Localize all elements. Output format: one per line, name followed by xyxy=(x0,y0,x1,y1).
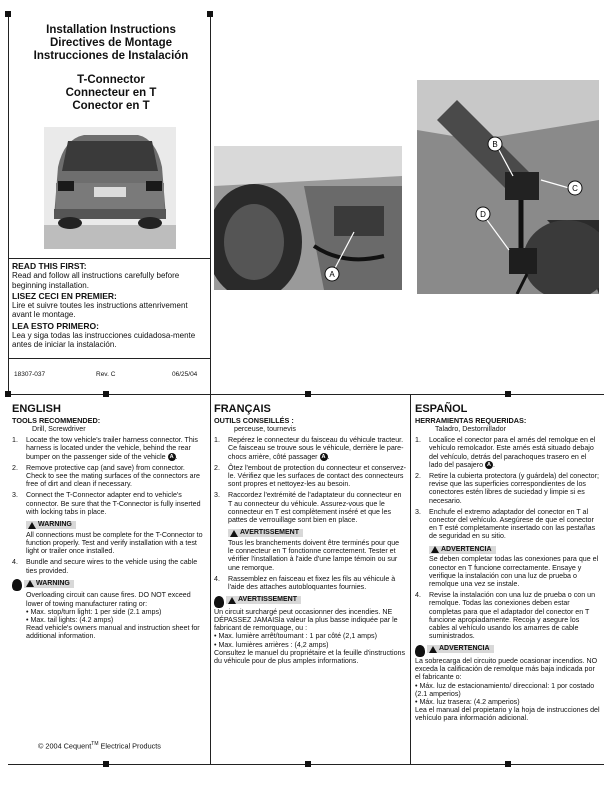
english-step-2: 2. Remove protective cap (and save) from connector. Check to see the mating surfaces of the connectors are free of dirt and clean if necessary. xyxy=(12,463,200,489)
spanish-step-4: 4. Revise la instalación con una luz de prueba o con un remolque. Todas las conexiones deben estar completas para que el adaptador del conector en T funcione apropiadamente. Recoja y asegure los cables al vehículo usando los amarres de cable suministrados. xyxy=(415,591,596,641)
french-warning-2-tail: Consultez le manuel du propriétaire et la feuille d'instructions du véhicule pour de plus amples informations. xyxy=(214,648,406,665)
read-first-text-es: Lea y siga todas las instrucciones cuidadosa-mente antes de iniciar la instalación. xyxy=(12,331,196,350)
underbody-photo xyxy=(214,146,402,290)
warning-triangle-icon xyxy=(228,597,236,604)
french-step-2: 2. Ôtez l'embout de protection du connecteur et conservez-le. Vérifiez que les surfaces de contact des connecteurs sont propres et nettoyez-les au besoin. xyxy=(214,463,407,489)
corner-mark xyxy=(505,761,511,767)
english-tools: Drill, Screwdriver xyxy=(32,425,86,433)
french-step-3: 3. Raccordez l'extrémité de l'adaptateur du connecteur en T au connecteur du véhicule. Assurez-vous que le connecteur en T est complètement inséré et que les pattes de verrouillage sont bien en place. xyxy=(214,491,402,525)
title-en: Installation Instructions xyxy=(46,24,176,36)
callout-a-icon: A xyxy=(485,461,493,469)
english-warning-2: Overloading circuit can cause fires. DO NOT exceed lower of towing manufacturer rating or: xyxy=(26,591,191,608)
corner-mark xyxy=(305,761,311,767)
left-border xyxy=(8,14,9,394)
french-step-1: 1. Repérez le connecteur du faisceau du véhicule tracteur. Ce faisceau se trouve sous le véhicule, derrière le pare-chocs arrière, côté passager A . xyxy=(214,436,404,461)
english-bullet-2: • Max. tail lights: (4.2 amps) xyxy=(26,615,114,624)
english-warning-2-tail: Read vehicle's owners manual and instruction sheet for additional information. xyxy=(26,624,200,641)
subtitle-es: Conector en T xyxy=(72,100,150,112)
corner-mark xyxy=(305,391,311,397)
subtitle-fr: Connecteur en T xyxy=(65,87,157,99)
english-warning-1-label: WARNING xyxy=(26,521,76,529)
col-divider-1 xyxy=(210,394,211,764)
english-step-4: 4. Bundle and secure wires to the vehicle using the cable ties provided. xyxy=(12,558,198,575)
corner-mark xyxy=(103,391,109,397)
corner-mark xyxy=(505,391,511,397)
spanish-bullet-2: • Máx. luz trasera: (4.2 amperios) xyxy=(415,698,520,707)
corner-mark xyxy=(5,391,11,397)
french-warning-1: Tous les branchements doivent être terminés pour que le connecteur en T fonctionne correctement. Tester et vérifier l'installation à l'aide d'une lampe témoin ou sur une remorque. xyxy=(228,538,400,572)
spanish-warning-2: La sobrecarga del circuito puede ocasionar incendios. NO exceda la calificación de remolque más baja indicada por el fabricante o: xyxy=(415,657,598,682)
read-first-box xyxy=(12,260,208,350)
french-tools-label: OUTILS CONSEILLÉS : xyxy=(214,416,294,425)
french-bullet-1: • Max. lumière arrêt/tournant : 1 par côté (2,1 amps) xyxy=(214,632,377,641)
read-first-heading-fr: LISEZ CECI EN PREMIER: xyxy=(12,290,117,301)
part-number: 18307-037 xyxy=(14,371,46,378)
spanish-heading: ESPAÑOL xyxy=(415,403,468,415)
french-bullet-2: • Max. lumières arrières : (4,2 amps) xyxy=(214,640,329,649)
corner-mark xyxy=(103,761,109,767)
trademark-mark: TM xyxy=(91,741,99,747)
callout-a-icon: A xyxy=(168,453,176,461)
spanish-step-1: 1. Localice el conector para el arnés del remolque en el vehículo remolcador. Este arnés está situado debajo del vehículo, detrás del parachoques trasero en el lado del pasajero A . xyxy=(415,436,596,469)
callout-b-photo2: B xyxy=(492,140,498,149)
english-warning-1: All connections must be complete for the T-Connector to function properly. Test and verify installation with a test light or trailer once installed. xyxy=(26,530,203,556)
callout-a-icon: A xyxy=(320,453,328,461)
french-warning-2: Un circuit surchargé peut occasionner des incendies. NE DÉPASSEZ JAMAISla valeur la plus basse indiquée par le fabricant de remorquage, ou : xyxy=(214,607,398,633)
warning-triangle-icon xyxy=(429,646,437,653)
warning-triangle-icon xyxy=(26,580,34,587)
revision: Rev. C xyxy=(96,371,116,378)
corner-mark xyxy=(5,11,11,17)
spanish-column xyxy=(415,403,601,723)
french-warning-2-label: AVERTISSEMENT xyxy=(214,594,406,608)
fire-icon xyxy=(415,645,425,657)
french-column xyxy=(214,403,406,665)
spanish-tools-label: HERRAMIENTAS REQUERIDAS: xyxy=(415,416,527,425)
read-first-heading-es: LEA ESTO PRIMERO: xyxy=(12,320,99,331)
col-divider-2 xyxy=(410,394,411,764)
english-bullet-1: • Max. stop/turn light: 1 per side (2.1 amps) xyxy=(26,607,162,616)
title-block xyxy=(8,24,214,113)
fire-icon xyxy=(12,579,22,591)
read-first-text-fr: Lire et suivre toutes les instructions attenrivement avant le montage. xyxy=(12,301,188,320)
read-first-heading-en: READ THIS FIRST: xyxy=(12,261,87,271)
callout-c-photo2: C xyxy=(572,184,578,193)
revision-date: 06/25/04 xyxy=(172,371,198,378)
spanish-step-2: 2. Retire la cubierta protectora (y guárdela) del conector; revise que las superficies correspondientes de los conectores estén libres de suciedad y limpie si es necesario. xyxy=(415,472,599,505)
spanish-warning-1: Se deben completar todas las conexiones para que el conector en T funcione correctamente. Ensaye y verifique la instalación con una luz de prueba o remolque una vez se instale. xyxy=(429,555,599,588)
french-step-4: 4. Rassemblez en faisceau et fixez les fils au véhicule à l'aide des attaches autobloquantes fournies. xyxy=(214,574,396,591)
callout-d-photo2: D xyxy=(480,210,486,219)
spanish-warning-2-tail: Lea el manual del propietario y la hoja de instrucciones del vehículo para información adicional. xyxy=(415,706,600,723)
english-column xyxy=(12,403,206,641)
french-tools: perceuse, tournevis xyxy=(234,425,296,433)
spanish-tools: Taladro, Destornillador xyxy=(435,425,506,433)
spanish-bullet-1: • Máx. luz de estacionamiento/ direccional: 1 por costado (2.1 amperios) xyxy=(415,681,595,698)
english-heading: ENGLISH xyxy=(12,403,61,415)
callout-a-photo1: A xyxy=(329,270,335,279)
spanish-warning-2-label: ADVERTENCIA xyxy=(415,643,601,657)
english-tools-label: TOOLS RECOMMENDED: xyxy=(12,416,101,425)
copyright-footer xyxy=(38,741,161,750)
read-first-text-en: Read and follow all instructions carefully before beginning installation. xyxy=(12,271,180,290)
spanish-step-3: 3. Enchufe el extremo adaptador del conector en T al conector del vehículo. Asegúrese de que el conector en T esté completamente insertado con las pestañas de seguridad en su sitio. xyxy=(415,507,596,541)
vehicle-photo xyxy=(44,127,176,249)
french-heading: FRANÇAIS xyxy=(214,403,271,415)
upper-divider xyxy=(210,14,211,394)
english-warning-2-label: WARNING xyxy=(12,578,206,592)
english-step-1: 1. Locate the tow vehicle's trailer harness connector. This harness is located under the vehicle, behind the rear bumper on the passenger side of the vehicle A . xyxy=(12,436,198,461)
connector-photo xyxy=(417,80,599,294)
warning-triangle-icon xyxy=(230,530,238,537)
company-name: Electrical Products xyxy=(100,741,161,751)
title-es: Instrucciones de Instalación xyxy=(33,50,189,62)
read-box-top-rule xyxy=(8,258,210,259)
fire-icon xyxy=(214,596,224,608)
title-fr: Directives de Montage xyxy=(49,37,173,49)
corner-mark xyxy=(207,11,213,17)
warning-triangle-icon xyxy=(28,522,36,529)
copyright-text: © 2004 Cequent xyxy=(38,741,92,751)
english-step-3: 3. Connect the T-Connector adapter end to vehicle's connector. Be sure that the T-Connector is fully inserted with locking tabs in place. xyxy=(12,491,201,516)
subtitle-en: T-Connector xyxy=(77,74,145,86)
spanish-warning-1-label: ADVERTENCIA xyxy=(429,546,496,554)
french-warning-1-label: AVERTISSEMENT xyxy=(228,529,303,537)
read-box-bottom-rule xyxy=(8,358,210,359)
warning-triangle-icon xyxy=(431,546,439,553)
